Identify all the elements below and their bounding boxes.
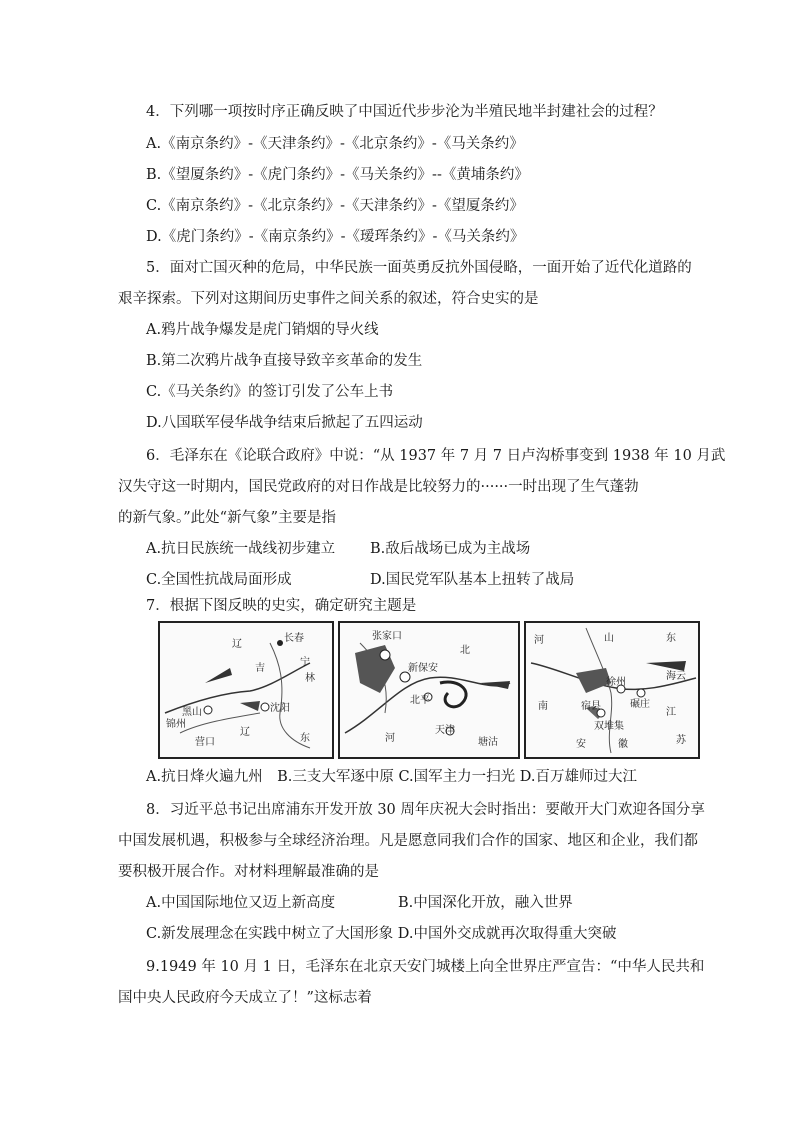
q8-option-c-d: C.新发展理念在实践中树立了大国形象 D.中国外交成就再次取得重大突破: [146, 926, 617, 942]
map1-label-8: 营口: [195, 737, 215, 748]
q8-stem-line2: 中国发展机遇，积极参与全球经济治理。凡是愿意同我们合作的国家、地区和企业，我们都: [118, 833, 698, 849]
q6-option-b: B.敌后战场已成为主战场: [370, 541, 531, 557]
q4-option-c: C.《南京条约》-《北京条约》-《天津条约》-《望厦条约》: [146, 198, 524, 214]
map1-label-3: 宁: [300, 657, 310, 668]
q8-option-a: A.中国国际地位又迈上新高度: [146, 895, 336, 911]
map1-label-5: 沈阳: [270, 703, 290, 714]
map3-label-11: 江: [666, 707, 676, 718]
q5-option-c: C.《马关条约》的签订引发了公车上书: [146, 384, 394, 400]
map2-label-4: 天津: [435, 725, 455, 736]
map2-label-1: 新保安: [408, 663, 438, 674]
map1-label-10: 东: [300, 733, 310, 744]
map1-label-1: 长春: [284, 633, 304, 644]
map2-label-3: 河: [385, 733, 395, 744]
q8-stem-line1: 8．习近平总书记出席浦东开发开放 30 周年庆祝大会时指出：要敞开大门欢迎各国分享: [146, 802, 705, 818]
map2-label-2: 北平: [410, 695, 430, 706]
q7-options: A.抗日烽火遍九州 B.三支大军逐中原 C.国军主力一扫光 D.百万雄师过大江: [146, 769, 637, 785]
map1-label-6: 锦州: [166, 719, 186, 730]
q8-option-b: B.中国深化开放，融入世界: [398, 895, 573, 911]
q4-option-a: A.《南京条约》-《天津条约》-《北京条约》-《马关条约》: [146, 136, 524, 152]
q5-option-d: D.八国联军侵华战争结束后掀起了五四运动: [146, 415, 423, 431]
map-pingjin-drawing: [340, 623, 518, 757]
q4-stem: 4．下列哪一项按时序正确反映了中国近代步步沦为半殖民地半封建社会的过程？: [146, 104, 663, 120]
map2-label-0: 张家口: [372, 631, 402, 642]
q6-option-a: A.抗日民族统一战线初步建立: [146, 541, 336, 557]
map3-label-3: 徐州: [606, 677, 626, 688]
q6-option-d: D.国民党军队基本上扭转了战局: [370, 572, 575, 588]
map3-label-6: 碾庄: [630, 699, 650, 710]
map1-label-2: 吉: [255, 663, 265, 674]
map1-label-4: 林: [305, 673, 315, 684]
map1-label-0: 辽: [232, 639, 242, 650]
map3-label-8: 南: [538, 701, 548, 712]
map1-label-7: 黑山: [182, 707, 202, 718]
map1-label-9: 辽: [240, 727, 250, 738]
q8-stem-line3: 要积极开展合作。对材料理解最准确的是: [118, 864, 379, 880]
map-liaoshen-drawing: [160, 623, 332, 757]
map-pingjin: [338, 621, 520, 759]
q4-option-d: D.《虎门条约》-《南京条约》-《瑷珲条约》-《马关条约》: [146, 229, 525, 245]
map2-label-5: 塘沽: [478, 737, 498, 748]
map2-label-6: 北: [460, 645, 470, 656]
map3-label-0: 河: [534, 635, 544, 646]
q5-option-a: A.鸦片战争爆发是虎门销烟的导火线: [146, 322, 379, 338]
map-huaihai-drawing: [526, 623, 698, 757]
map3-label-7: 海云: [666, 671, 686, 682]
map3-label-1: 山: [604, 633, 614, 644]
q6-stem-line1: 6．毛泽东在《论联合政府》中说：“从 1937 年 7 月 7 日卢沟桥事变到 1938 年 10 月武: [146, 448, 726, 464]
q6-stem-line2: 汉失守这一时期内，国民党政府的对日作战是比较努力的······一时出现了生气蓬勃: [118, 479, 639, 495]
q6-option-c: C.全国性抗战局面形成: [146, 572, 292, 588]
q5-stem-line2: 艰辛探索。下列对这期间历史事件之间关系的叙述，符合史实的是: [118, 291, 539, 307]
map3-label-12: 苏: [676, 735, 686, 746]
map-huaihai: [524, 621, 700, 759]
q5-option-b: B.第二次鸦片战争直接导致辛亥革命的发生: [146, 353, 423, 369]
q9-stem-line2: 国中央人民政府今天成立了！”这标志着: [118, 990, 372, 1006]
map3-label-9: 安: [576, 739, 586, 750]
map3-label-5: 双堆集: [594, 721, 624, 732]
q6-stem-line3: 的新气象。”此处“新气象”主要是指: [118, 510, 336, 526]
q4-option-b: B.《望厦条约》-《虎门条约》-《马关条约》--《黄埔条约》: [146, 167, 529, 183]
map3-label-2: 东: [666, 633, 676, 644]
q5-stem-line1: 5．面对亡国灭种的危局，中华民族一面英勇反抗外国侵略，一面开始了近代化道路的: [146, 260, 692, 276]
map-liaoshen: [158, 621, 334, 759]
q7-stem: 7．根据下图反映的史实，确定研究主题是: [146, 598, 417, 614]
map3-label-4: 宿县: [581, 701, 601, 712]
q9-stem-line1: 9.1949 年 10 月 1 日，毛泽东在北京天安门城楼上向全世界庄严宣告：“中华人民共和: [146, 959, 705, 975]
map3-label-10: 徽: [618, 739, 628, 750]
